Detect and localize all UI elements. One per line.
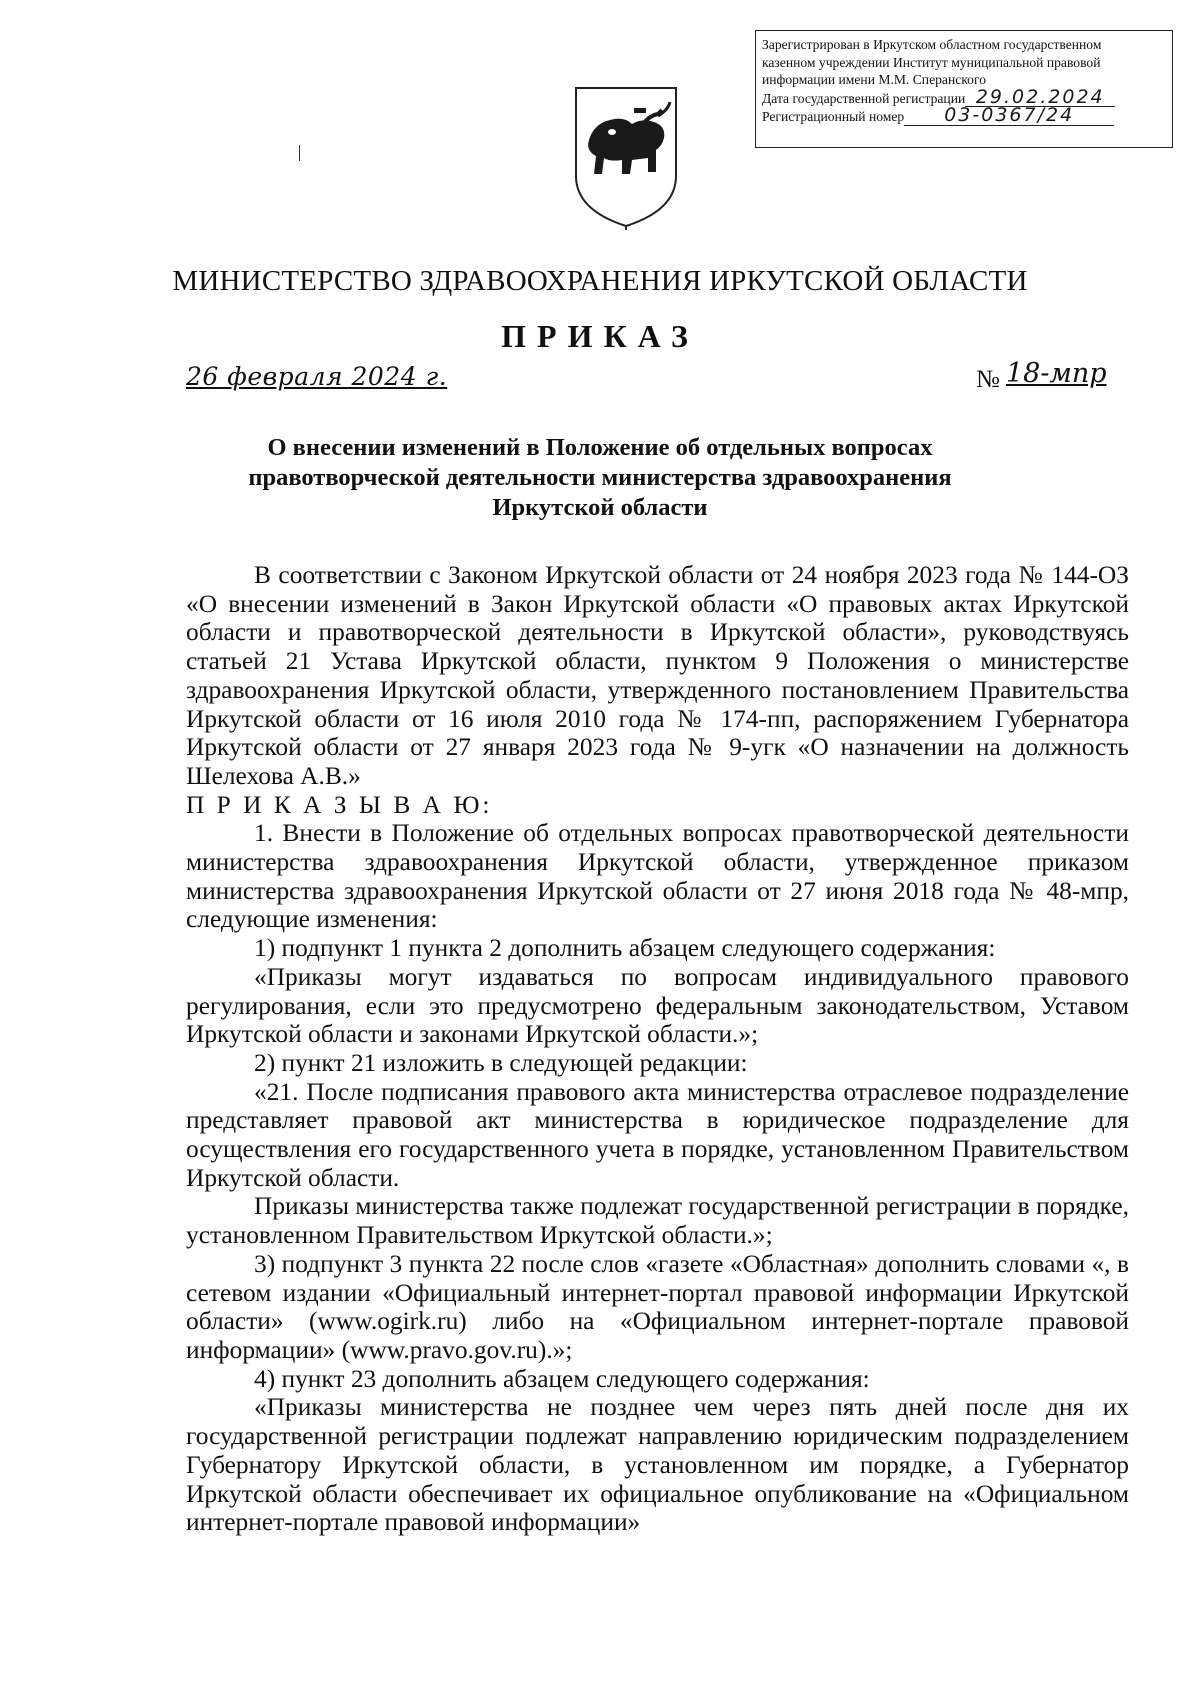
paragraph-preamble: В соответствии с Законом Иркутской области от 24 ноября 2023 года № 144-ОЗ «О внесении изменений в Закон Иркутской области «О правовых актах Иркутской области и правотворческой деятельности в Иркутской области», руководствуясь статьей 21 Устава Иркутской области, пунктом 9 Положения о министерстве здравоохранения Иркутской области, утвержденного постановлением Правительства Иркутской области от 16 июля 2010 года № 174-пп, распоряжением Губернатора Иркутской области от 27 января 2023 года № 9-угк «О назначении на должность Шелехова А.В.» bbox=[186, 561, 1129, 790]
document-type: ПРИКАЗ bbox=[501, 318, 699, 354]
paragraph-quote-2b: Приказы министерства также подлежат государственной регистрации в порядке, установленном Правительством Иркутской области.»; bbox=[186, 1192, 1129, 1250]
title-line-1: О внесении изменений в Положение об отдельных вопросах bbox=[267, 434, 933, 461]
paragraph-quote-4: «Приказы министерства не позднее чем через пять дней после дня их государственной регистрации подлежат направлению юридическим подразделением Губернатору Иркутской области, в установленном им порядке, а Губернатор Иркутской области обеспечивает их официальное опубликование на «Официальном интернет-портале правовой информации» bbox=[186, 1393, 1129, 1537]
paragraph-subitem-3: 3) подпункт 3 пункта 22 после слов «газете «Областная» дополнить словами «, в сетевом издании «Официальный интернет-портал правовой информации Иркутской области» (www.ogirk.ru) либо на «Официальном интернет-портале правовой информации» (www.pravo.gov.ru).»; bbox=[186, 1249, 1129, 1364]
order-word: П Р И К А З Ы В А Ю: bbox=[186, 790, 493, 819]
document-date: 26 февраля 2024 г. bbox=[186, 362, 448, 391]
stamp-date-label: Дата государственной регистрации bbox=[762, 90, 966, 106]
document-body bbox=[186, 561, 1129, 1537]
stamp-line-3: информации имени М.М. Сперанского bbox=[762, 72, 986, 87]
paragraph-item-1: 1. Внести в Положение об отдельных вопросах правотворческой деятельности министерства здравоохранения Иркутской области, утвержденное приказом министерства здравоохранения Иркутской области от 27 июня 2018 года № 48-мпр, следующие изменения: bbox=[186, 819, 1129, 934]
ministry-name: МИНИСТЕРСТВО ЗДРАВООХРАНЕНИЯ ИРКУТСКОЙ ОБЛАСТИ bbox=[172, 265, 1028, 297]
stamp-date-value: 29.02.2024 bbox=[965, 89, 1115, 108]
paragraph-quote-1: «Приказы могут издаваться по вопросам индивидуального правового регулирования, если это предусмотрено федеральным законодательством, Уставом Иркутской области и законами Иркутской области.»; bbox=[186, 962, 1129, 1049]
title-line-2: правотворческой деятельности министерства здравоохранения bbox=[248, 464, 952, 491]
paragraph-quote-2: «21. После подписания правового акта министерства отраслевое подразделение представляет правовой акт министерства в юридическое подразделение для осуществления его государственного учета в порядке, установленном Правительством Иркутской области. bbox=[186, 1077, 1129, 1192]
paragraph-subitem-2: 2) пункт 21 изложить в следующей редакции: bbox=[254, 1048, 748, 1077]
document-number-label: № bbox=[976, 366, 1000, 393]
stamp-number-row bbox=[762, 107, 1166, 126]
stamp-number-value: 03-0367/24 bbox=[904, 107, 1114, 126]
document-number: 18-мпр bbox=[1006, 358, 1107, 389]
scan-mark bbox=[299, 145, 300, 161]
registration-stamp bbox=[755, 30, 1173, 148]
coat-of-arms-emblem bbox=[572, 80, 680, 232]
paragraph-subitem-1: 1) подпункт 1 пункта 2 дополнить абзацем следующего содержания: bbox=[254, 934, 996, 963]
stamp-date-row bbox=[762, 89, 1166, 108]
paragraph-subitem-4: 4) пункт 23 дополнить абзацем следующего содержания: bbox=[254, 1364, 870, 1393]
title-line-3: Иркутской области bbox=[492, 494, 708, 521]
stamp-line-2: казенном учреждении Институт муниципальной правовой bbox=[762, 54, 1101, 70]
stamp-number-label: Регистрационный номер bbox=[762, 109, 905, 124]
stamp-line-1: Зарегистрирован в Иркутском областном государственном bbox=[762, 37, 1102, 52]
document-title bbox=[0, 433, 1200, 523]
